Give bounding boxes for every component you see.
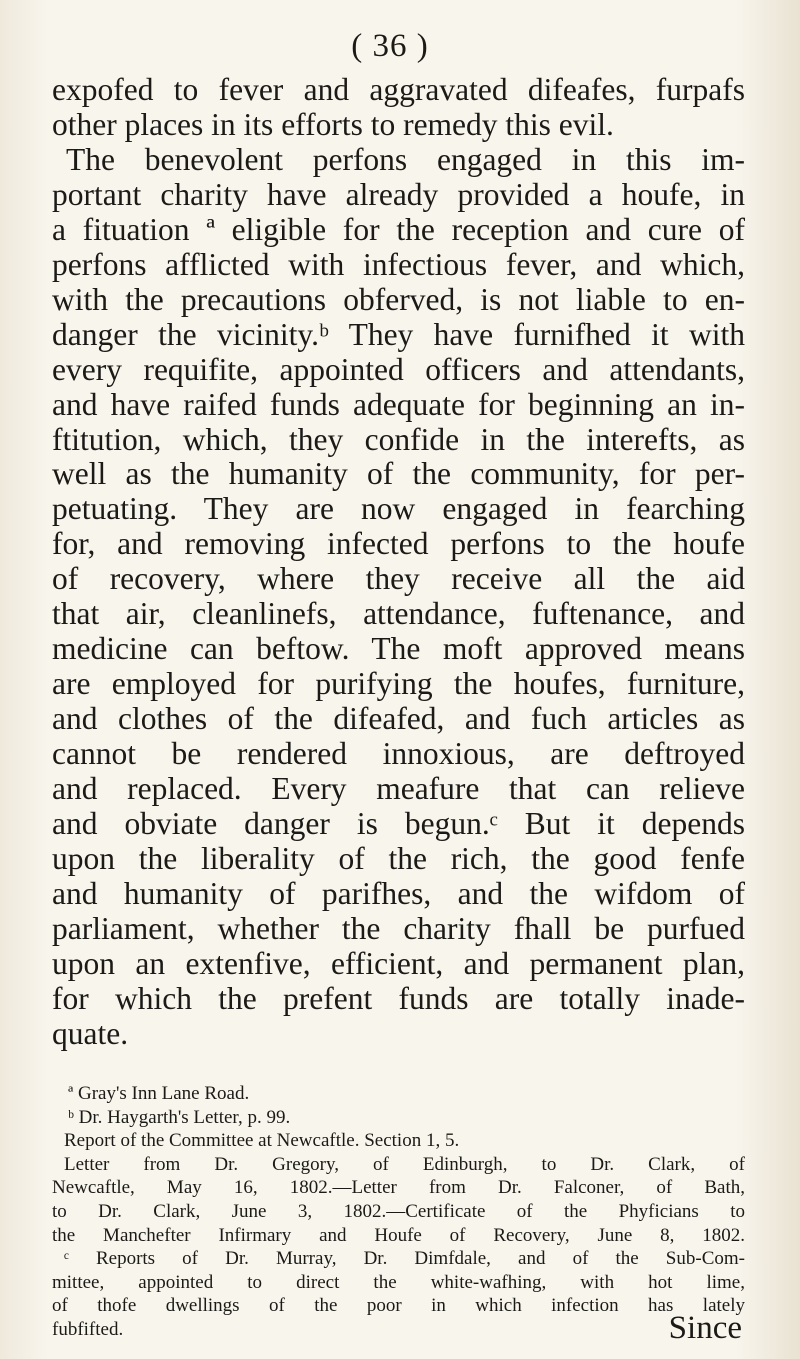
body-line: portant charity have already provided a houfe, in — [52, 176, 745, 212]
catchword: Since — [668, 1310, 742, 1346]
body-line: The benevolent perfons engaged in this im- — [66, 141, 745, 177]
body-line: other places in its efforts to remedy this evil. — [52, 106, 614, 142]
body-line: with the precautions obferved, is not liable to en- — [52, 281, 745, 317]
body-line: and clothes of the difeafed, and fuch articles as — [52, 701, 745, 737]
body-line: every requifite, appointed officers and attendants, — [52, 351, 745, 387]
body-line: and humanity of parifhes, and the wifdom of — [52, 875, 745, 911]
footnote-line: Report of the Committee at Newcaftle. Section 1, 5. — [64, 1130, 460, 1152]
body-line: upon an extenfive, efficient, and permanent plan, — [52, 945, 745, 981]
footnotes — [52, 1082, 745, 1342]
footnote-line: to Dr. Clark, June 3, 1802.—Certificate of the Phyficians to — [52, 1200, 745, 1222]
footnote-line: ᵇ Dr. Haygarth's Letter, p. 99. — [68, 1106, 291, 1128]
body-line: and obviate danger is begun.ᶜ But it depends — [52, 806, 745, 842]
body-line: cannot be rendered innoxious, are deftroyed — [52, 736, 745, 772]
footnote-line: ᶜ Reports of Dr. Murray, Dr. Dimfdale, and of the Sub-Com- — [64, 1248, 745, 1270]
body-text — [52, 73, 745, 1052]
body-line: for, and removing infected perfons to the houfe — [52, 526, 745, 562]
footnote-line: of thofe dwellings of the poor in which infection has lately — [52, 1295, 745, 1317]
footnote-line: Letter from Dr. Gregory, of Edinburgh, to Dr. Clark, of — [64, 1153, 745, 1175]
body-line: and replaced. Every meafure that can relieve — [52, 771, 745, 807]
body-line: quate. — [52, 1015, 129, 1051]
footnote-line: fubfifted. — [52, 1318, 124, 1340]
body-line: well as the humanity of the community, for per- — [52, 456, 745, 492]
footnote-line: mittee, appointed to direct the white-wafhing, with hot lime, — [52, 1271, 745, 1293]
page-number: ( 36 ) — [351, 28, 429, 64]
body-line: perfons afflicted with infectious fever, and which, — [52, 246, 745, 282]
footnote-line: Newcaftle, May 16, 1802.—Letter from Dr. Falconer, of Bath, — [52, 1177, 745, 1199]
body-line: petuating. They are now engaged in fearching — [52, 491, 745, 527]
body-line: parliament, whether the charity fhall be purfued — [52, 910, 745, 946]
body-line: a fituation ª eligible for the reception and cure of — [52, 211, 745, 247]
body-line: of recovery, where they receive all the aid — [52, 561, 745, 597]
body-line: are employed for purifying the houfes, furniture, — [52, 666, 745, 702]
body-line: danger the vicinity.ᵇ They have furnifhed it with — [52, 316, 745, 352]
body-line: expofed to fever and aggravated difeafes, furpafs — [52, 72, 745, 107]
body-line: ftitution, which, they confide in the interefts, as — [52, 421, 745, 457]
body-line: upon the liberality of the rich, the good fenfe — [52, 840, 745, 876]
body-line: medicine can beftow. The moft approved means — [52, 631, 745, 667]
footnote-line: the Manchefter Infirmary and Houfe of Recovery, June 8, 1802. — [52, 1224, 745, 1246]
body-line: for which the prefent funds are totally inade- — [52, 980, 745, 1016]
footnote-line: ª Gray's Inn Lane Road. — [68, 1083, 250, 1104]
body-line: that air, cleanlinefs, attendance, fuftenance, and — [52, 596, 745, 632]
body-line: and have raifed funds adequate for beginning an in- — [52, 386, 745, 422]
